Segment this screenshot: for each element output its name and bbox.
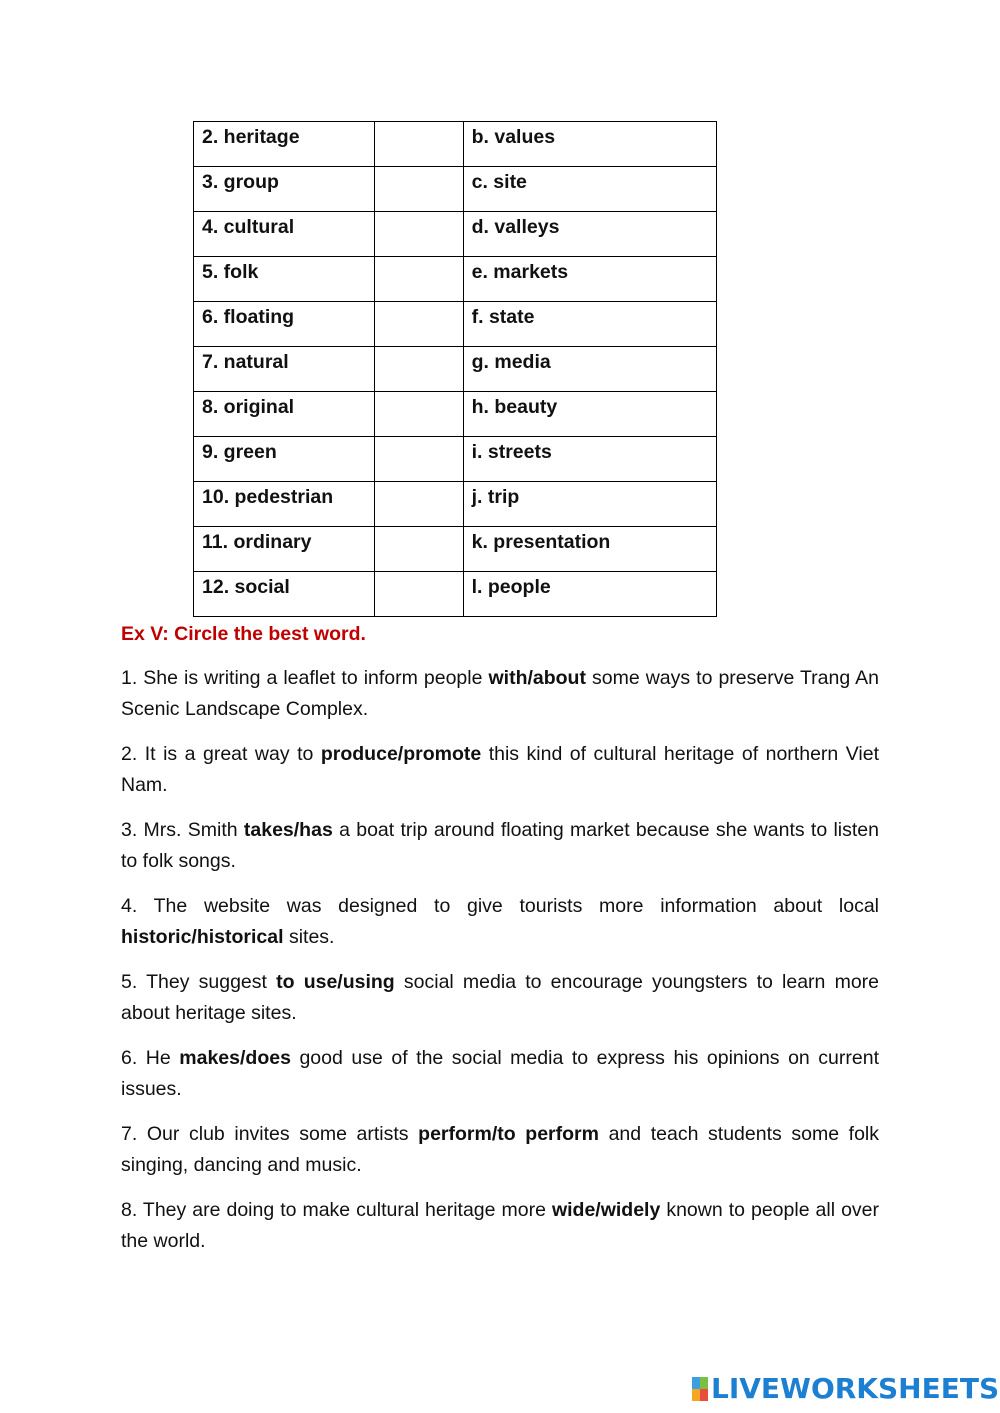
answer-choice[interactable]: historic/historical bbox=[121, 926, 284, 948]
right-word: l. people bbox=[463, 572, 716, 617]
table-row bbox=[194, 212, 717, 257]
left-word: 2. heritage bbox=[194, 122, 375, 167]
answer-choice[interactable]: produce/promote bbox=[320, 743, 482, 765]
exercise-title: Ex V: Circle the best word. bbox=[121, 623, 366, 645]
matching-table bbox=[193, 121, 717, 617]
question-text: 5. They suggest bbox=[121, 971, 277, 993]
answer-cell[interactable] bbox=[375, 122, 464, 167]
answer-cell[interactable] bbox=[375, 212, 464, 257]
table-row bbox=[194, 572, 717, 617]
question-5 bbox=[121, 967, 879, 1029]
right-word: b. values bbox=[463, 122, 716, 167]
answer-cell[interactable] bbox=[375, 572, 464, 617]
question-text: sites. bbox=[283, 926, 335, 948]
answer-cell[interactable] bbox=[375, 167, 464, 212]
question-list bbox=[121, 663, 879, 1271]
right-word: k. presentation bbox=[463, 527, 716, 572]
question-text: good use of the social media to express his opinions on current issues. bbox=[121, 1047, 879, 1100]
table-row bbox=[194, 437, 717, 482]
question-text: and teach students some folk singing, dancing and music. bbox=[121, 1123, 879, 1176]
question-text: 7. Our club invites some artists bbox=[121, 1123, 419, 1145]
right-word: i. streets bbox=[463, 437, 716, 482]
question-3 bbox=[121, 815, 879, 877]
question-text: 2. It is a great way to bbox=[121, 743, 321, 765]
left-word: 9. green bbox=[194, 437, 375, 482]
right-word: e. markets bbox=[463, 257, 716, 302]
table-row bbox=[194, 257, 717, 302]
question-text: social media to encourage youngsters to learn more about heritage sites. bbox=[121, 971, 879, 1024]
answer-cell[interactable] bbox=[375, 437, 464, 482]
table-row bbox=[194, 167, 717, 212]
logo-text: LIVEWORKSHEETS bbox=[711, 1372, 1000, 1405]
right-word: j. trip bbox=[463, 482, 716, 527]
right-word: c. site bbox=[463, 167, 716, 212]
table-row bbox=[194, 122, 717, 167]
answer-cell[interactable] bbox=[375, 302, 464, 347]
liveworksheets-logo[interactable] bbox=[692, 1374, 999, 1404]
question-4 bbox=[121, 891, 879, 953]
question-8 bbox=[121, 1195, 879, 1257]
right-word: h. beauty bbox=[463, 392, 716, 437]
matching-table-body bbox=[194, 122, 717, 617]
right-word: g. media bbox=[463, 347, 716, 392]
answer-choice[interactable]: takes/has bbox=[243, 819, 333, 841]
left-word: 8. original bbox=[194, 392, 375, 437]
question-7 bbox=[121, 1119, 879, 1181]
question-1 bbox=[121, 663, 879, 725]
right-word: d. valleys bbox=[463, 212, 716, 257]
left-word: 5. folk bbox=[194, 257, 375, 302]
right-word: f. state bbox=[463, 302, 716, 347]
question-text: this kind of cultural heritage of northern Viet Nam. bbox=[121, 743, 879, 796]
answer-cell[interactable] bbox=[375, 257, 464, 302]
question-text: known to people all over the world. bbox=[121, 1199, 880, 1252]
question-text: a boat trip around floating market because she wants to listen to folk songs. bbox=[121, 819, 879, 872]
question-text: 1. She is writing a leaflet to inform people bbox=[121, 667, 489, 689]
question-6 bbox=[121, 1043, 879, 1105]
answer-cell[interactable] bbox=[375, 392, 464, 437]
answer-cell[interactable] bbox=[375, 482, 464, 527]
left-word: 10. pedestrian bbox=[194, 482, 375, 527]
table-row bbox=[194, 347, 717, 392]
question-text: some ways to preserve Trang An Scenic Landscape Complex. bbox=[121, 667, 879, 720]
answer-cell[interactable] bbox=[375, 347, 464, 392]
table-row bbox=[194, 392, 717, 437]
table-row bbox=[194, 527, 717, 572]
answer-choice[interactable]: perform/to perform bbox=[418, 1123, 599, 1145]
left-word: 6. floating bbox=[194, 302, 375, 347]
left-word: 12. social bbox=[194, 572, 375, 617]
left-word: 4. cultural bbox=[194, 212, 375, 257]
question-text: 4. The website was designed to give tourists more information about local bbox=[121, 895, 879, 917]
question-text: 8. They are doing to make cultural heritage more bbox=[121, 1199, 552, 1221]
question-2 bbox=[121, 739, 879, 801]
left-word: 3. group bbox=[194, 167, 375, 212]
answer-cell[interactable] bbox=[375, 527, 464, 572]
question-text: 3. Mrs. Smith bbox=[121, 819, 244, 841]
left-word: 11. ordinary bbox=[194, 527, 375, 572]
answer-choice[interactable]: makes/does bbox=[179, 1047, 291, 1069]
logo-mark-icon bbox=[692, 1377, 708, 1401]
question-text: 6. He bbox=[121, 1047, 180, 1069]
answer-choice[interactable]: wide/widely bbox=[551, 1199, 661, 1221]
table-row bbox=[194, 482, 717, 527]
answer-choice[interactable]: with/about bbox=[488, 667, 586, 689]
answer-choice[interactable]: to use/using bbox=[276, 971, 395, 993]
left-word: 7. natural bbox=[194, 347, 375, 392]
table-row bbox=[194, 302, 717, 347]
